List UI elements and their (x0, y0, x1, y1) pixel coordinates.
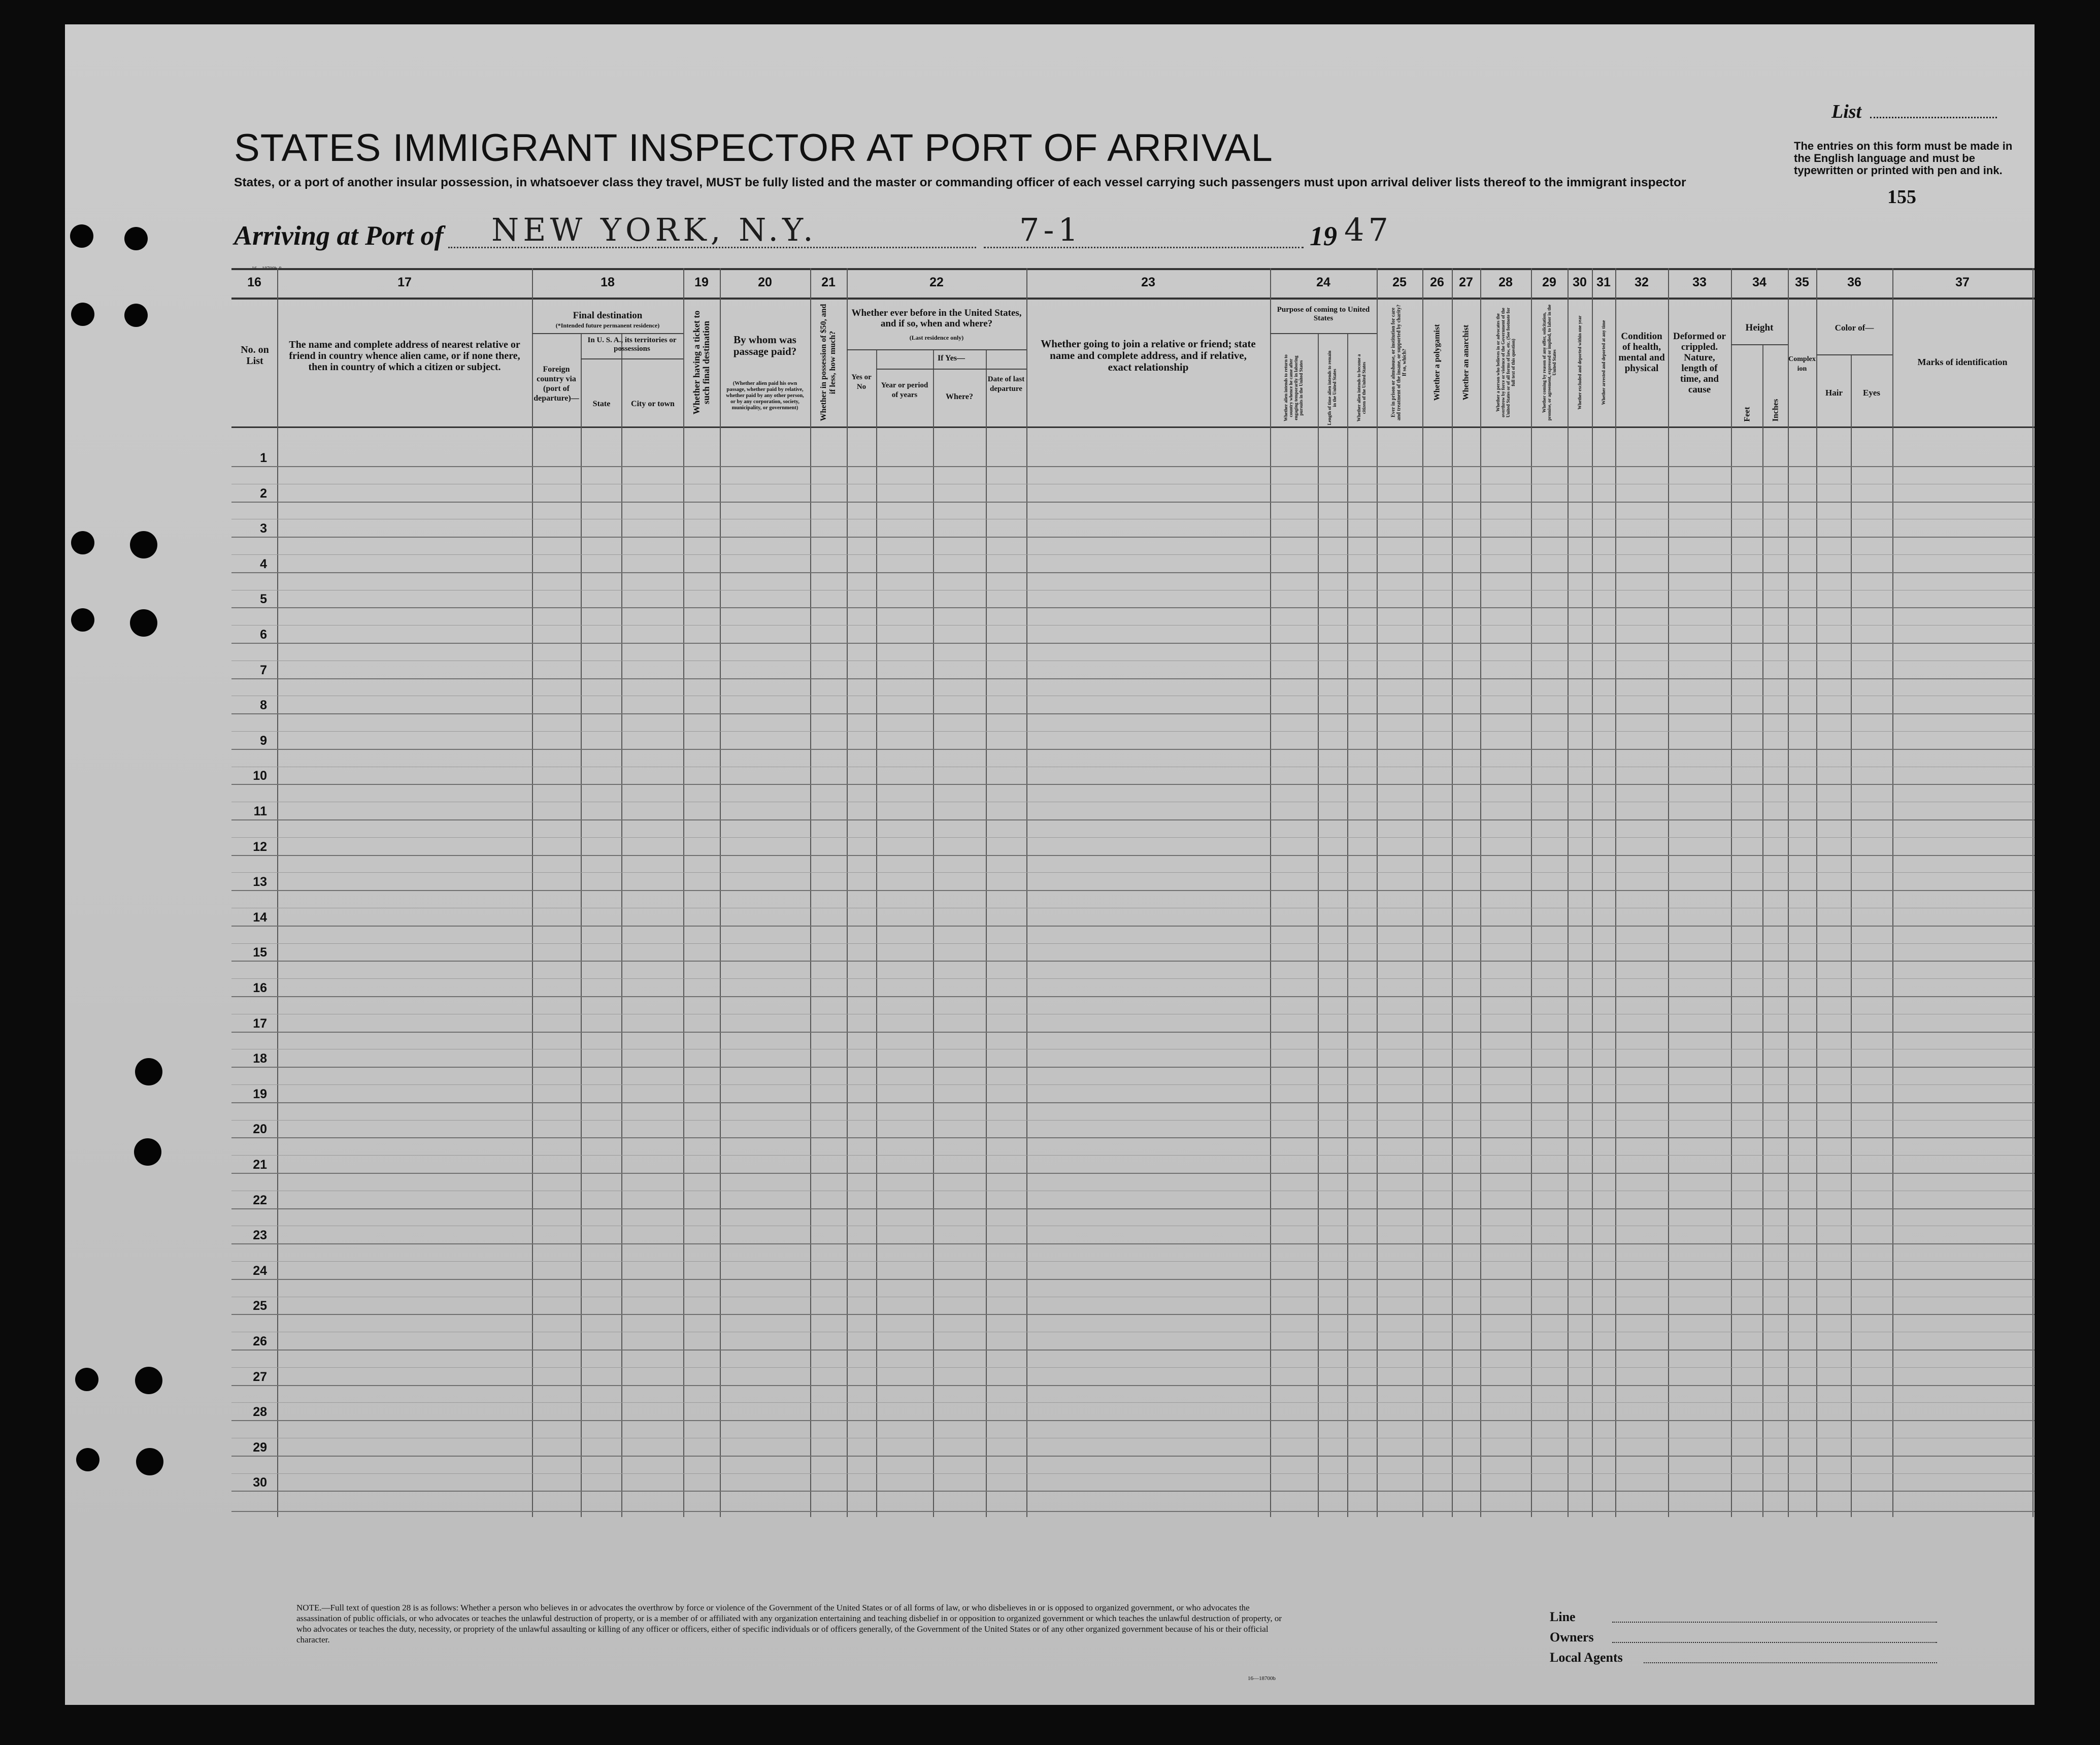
manifest-table (231, 268, 2035, 1517)
col-header-polygamist: Whether a polygamist (1432, 324, 1442, 401)
row-number: 14 (253, 910, 267, 925)
table-row-rule (231, 961, 2035, 962)
row-number: 1 (260, 451, 267, 465)
col-num-29: 29 (1542, 275, 1556, 289)
col-line (876, 349, 877, 1517)
owners-label: Owners (1550, 1630, 1594, 1644)
table-row-rule (231, 1173, 2035, 1174)
col-line (1851, 354, 1852, 1517)
col-header-city: City or town (631, 400, 675, 408)
col-header-eyes: Eyes (1863, 388, 1880, 398)
table-row-rule (231, 1314, 2035, 1315)
col-line (1531, 268, 1532, 1517)
table-row-midrule (231, 1261, 2035, 1262)
table-row-rule (231, 855, 2035, 856)
col-num-23: 23 (1141, 275, 1155, 289)
col-header-inches: Inches (1771, 399, 1780, 422)
col-line (1668, 268, 1669, 1517)
col-header-feet: Feet (1743, 407, 1752, 422)
col-line (1377, 268, 1378, 1517)
row-number: 29 (253, 1440, 267, 1455)
table-row-rule (231, 1420, 2035, 1421)
col-header-no-on-list: No. on List (241, 344, 269, 367)
table-row-rule (231, 713, 2035, 714)
col-header-final-destination-note: (*Intended future permanent residence) (555, 322, 660, 329)
table-row-rule (231, 1032, 2035, 1033)
punch-hole (124, 227, 148, 250)
row-number: 30 (253, 1475, 267, 1490)
table-row-rule (231, 1243, 2035, 1244)
col-header-marks: Marks of identification (1917, 357, 2008, 367)
col-num-21: 21 (821, 275, 836, 289)
col-header-deported: Whether arrested and deported at any time (1601, 320, 1606, 405)
c22-ifyes-rule (876, 369, 1026, 370)
col-num-31: 31 (1596, 275, 1611, 289)
footnote-question-28: NOTE.—Full text of question 28 is as follows: Whether a person who believes in or advocates the overthrow by force or violence of the Government of the United States or of all forms of law, or who disbelieves in or is opposed to organized government, or who advocates the assassination of public officials, or who advocates or teaches the unlawful destruction of property, or is a member of or affiliated with any organization entertaining and teaching disbelief in or opposition to organized government or which teaches the unlawful destruction of property, or who advocates or teaches the duty, necessity, or propriety of the unlawful assaulting or killing of any officer or officers, either of specific individuals or of officers generally, of the Government of the United States or of any other organized government because of his or their official character. (296, 1603, 1282, 1644)
table-row-midrule (231, 1155, 2035, 1156)
table-row-rule (231, 996, 2035, 997)
row-number: 8 (260, 698, 267, 713)
port-line (448, 247, 976, 248)
table-row-midrule (231, 837, 2035, 838)
punch-hole (130, 531, 157, 558)
row-number: 21 (253, 1158, 267, 1172)
col-header-last-residence: (Last residence only) (909, 334, 964, 341)
header-bottom-rule (231, 426, 2035, 428)
table-row-midrule (231, 1084, 2035, 1085)
local-agents-label: Local Agents (1550, 1650, 1623, 1665)
col-num-34: 34 (1752, 275, 1766, 289)
table-row-rule (231, 678, 2035, 679)
punch-hole (135, 1058, 162, 1085)
row-number: 10 (253, 769, 267, 783)
row-number: 5 (260, 592, 267, 607)
col-header-deformed: Deformed or crippled. Nature, length of time, and cause (1673, 331, 1726, 395)
c18-sub-rule (532, 333, 683, 334)
c36-sub-rule (1816, 354, 1892, 355)
col-header-purpose: Purpose of coming to United States (1277, 306, 1370, 322)
table-row-rule (231, 784, 2035, 785)
row-number: 28 (253, 1405, 267, 1420)
table-row-rule (231, 819, 2035, 820)
row-number: 13 (253, 875, 267, 890)
table-row-midrule (231, 978, 2035, 979)
col-num-25: 25 (1392, 275, 1407, 289)
col-header-height: Height (1745, 322, 1774, 333)
col-header-labor-offer: Whether coming by reason of any offer, solicitation, promise, or agreement, expressed or implied, to labor in the United States (1542, 304, 1557, 421)
arriving-label: Arriving at Port of (234, 220, 444, 251)
col-num-18: 18 (601, 275, 615, 289)
col-line (1270, 268, 1271, 1517)
row-number: 3 (260, 521, 267, 536)
table-row-rule (231, 926, 2035, 927)
punch-hole (124, 304, 148, 327)
col-header-overthrow: Whether a person who believes in or advocates the overthrow by force or violence of the Government of the United States or of all forms of law, etc. (See footnote for full text of this question) (1495, 307, 1516, 418)
table-row-rule (231, 1067, 2035, 1068)
col-header-passage-note: (Whether alien paid his own passage, whether paid by relative, whether paid by any other person, or by any corporation, society, municipality, or government) (726, 381, 804, 411)
row-number: 25 (253, 1299, 267, 1313)
row-number: 23 (253, 1228, 267, 1243)
table-row-rule (231, 1349, 2035, 1351)
port-handwritten: NEW YORK, N.Y. (491, 211, 817, 248)
table-top-rule (231, 268, 2035, 270)
table-row-rule (231, 1102, 2035, 1103)
col-line (1026, 268, 1027, 1517)
col-line (1592, 268, 1593, 1517)
number-row-rule (231, 298, 2035, 300)
col-line (1762, 344, 1763, 1517)
col-line (1731, 268, 1732, 1517)
table-row-rule (231, 607, 2035, 608)
col-line (1480, 268, 1481, 1517)
punch-hole (76, 1448, 99, 1471)
col-line (847, 268, 848, 1517)
col-header-length-of-stay: Length of time alien intends to remain in the United States (1327, 350, 1337, 425)
table-row-rule (231, 1491, 2035, 1492)
c22-sub-rule (847, 349, 1026, 350)
row-number: 24 (253, 1263, 267, 1278)
col-line (986, 349, 987, 1517)
col-line (720, 268, 721, 1517)
table-row-rule (231, 466, 2035, 467)
col-header-hair: Hair (1825, 388, 1843, 398)
col-header-passage: By whom was passage paid? (733, 334, 797, 357)
col-line (933, 349, 934, 1517)
col-header-final-destination: Final destination (573, 310, 643, 321)
owners-signature-line (1612, 1642, 1937, 1643)
row-number: 17 (253, 1016, 267, 1031)
col-num-30: 30 (1573, 275, 1587, 289)
form-code: 16—18700b-8 (252, 266, 282, 272)
col-num-32: 32 (1635, 275, 1649, 289)
col-header-money: Whether in possession of $50, and if less, how much? (819, 304, 837, 421)
col-num-16: 16 (247, 275, 261, 289)
col-line (1422, 268, 1423, 1517)
table-row-midrule (231, 554, 2035, 555)
table-row-midrule (231, 1120, 2035, 1121)
table-row-midrule (231, 1367, 2035, 1368)
table-row-rule (231, 1137, 2035, 1138)
row-number: 4 (260, 556, 267, 571)
col-header-foreign-country: Foreign country via (port of departure)— (534, 365, 579, 403)
table-row-rule (231, 1456, 2035, 1457)
punch-hole (71, 531, 94, 554)
row-number: 11 (253, 804, 267, 818)
punch-hole (71, 608, 94, 632)
col-line (1892, 268, 1893, 1517)
row-number: 22 (253, 1193, 267, 1207)
list-number-line (1870, 117, 1997, 118)
punch-hole (136, 1448, 163, 1475)
col-header-excluded: Whether excluded and deported within one year (1577, 315, 1582, 410)
col-header-if-yes: If Yes— (937, 354, 965, 363)
col-header-yes-no: Yes or No (851, 373, 872, 391)
row-number: 20 (253, 1122, 267, 1137)
col-header-anarchist: Whether an anarchist (1461, 324, 1471, 401)
punch-hole (135, 1367, 162, 1394)
table-row-rule (231, 502, 2035, 503)
row-number: 6 (260, 628, 267, 642)
col-header-prison: Ever in prison or almshouse, or institution for care and treatment of the insane, or supported by charity? If so, which? (1390, 304, 1408, 421)
col-num-33: 33 (1692, 275, 1707, 289)
table-row-midrule (231, 1402, 2035, 1403)
col-header-complexion: Complexion (1788, 355, 1816, 373)
col-header-usa: In U. S. A., its territories or possessions (587, 336, 677, 353)
row-number: 27 (253, 1369, 267, 1384)
year-prefix: 19 (1310, 221, 1337, 251)
row-number: 19 (253, 1086, 267, 1101)
manifest-sheet (65, 24, 2035, 1705)
col-num-37: 37 (1955, 275, 1970, 289)
year-handwritten: 47 (1344, 211, 1392, 248)
form-title: STATES IMMIGRANT INSPECTOR AT PORT OF ARRIVAL (234, 126, 1273, 170)
page-number: 155 (1887, 186, 1916, 208)
row-number: 12 (253, 839, 267, 854)
row-number: 9 (260, 733, 267, 748)
punch-hole (75, 1368, 98, 1391)
table-row-rule (231, 1208, 2035, 1209)
table-row-rule (231, 749, 2035, 750)
col-header-ticket: Whether having a ticket to such final destination (691, 310, 711, 415)
row-number: 2 (260, 486, 267, 501)
line-label: Line (1550, 1609, 1576, 1624)
col-num-26: 26 (1430, 275, 1444, 289)
col-header-health: Condition of health, mental and physical (1618, 331, 1665, 374)
col-header-where: Where? (946, 392, 973, 401)
line-signature-line (1612, 1622, 1937, 1623)
col-line (1615, 268, 1616, 1517)
row-number: 7 (260, 663, 267, 677)
col-line (810, 268, 811, 1517)
row-number: 15 (253, 945, 267, 960)
table-row-rule (231, 537, 2035, 538)
c24-sub-rule (1270, 333, 1377, 334)
col-line (532, 268, 533, 1517)
language-note: The entries on this form must be made in the English language and must be typewritten or printed with pen and ink. (1794, 140, 2013, 177)
col-line (683, 268, 684, 1517)
col-header-purpose-return: Whether alien intends to return to country whence he came after engaging temporarily in laboring pursuits in the United States (1283, 354, 1304, 421)
col-line (277, 268, 278, 1517)
col-line (1788, 268, 1789, 1517)
col-header-relative: The name and complete address of nearest relative or friend in country whence alien came, or if none there, then in country of which a citizen or subject. (289, 339, 520, 373)
c34-sub-rule (1731, 344, 1788, 345)
agents-signature-line (1644, 1662, 1937, 1663)
col-header-citizen-intent: Whether alien intends to become a citizen of the United States (1356, 354, 1366, 422)
col-num-20: 20 (758, 275, 772, 289)
col-num-17: 17 (397, 275, 412, 289)
col-header-color-of: Color of— (1835, 323, 1874, 333)
table-row-rule (231, 1279, 2035, 1280)
table-row-midrule (231, 731, 2035, 732)
col-num-24: 24 (1316, 275, 1330, 289)
table-row-rule (231, 890, 2035, 891)
footer-form-code: 16—18700b (1248, 1675, 1276, 1682)
col-line (2032, 268, 2034, 1517)
table-row-midrule (231, 943, 2035, 944)
table-row-midrule (231, 872, 2035, 873)
date-handwritten: 7-1 (1019, 211, 1082, 248)
col-line (1568, 268, 1569, 1517)
punch-hole (70, 224, 93, 248)
table-row-rule (231, 572, 2035, 573)
c18-usa-rule (581, 358, 683, 359)
punch-hole (134, 1138, 161, 1166)
col-num-19: 19 (694, 275, 709, 289)
col-header-year: Year or period of years (881, 381, 928, 399)
table-row-rule (231, 1385, 2035, 1386)
row-number: 26 (253, 1334, 267, 1348)
col-num-27: 27 (1459, 275, 1473, 289)
col-num-35: 35 (1795, 275, 1809, 289)
punch-hole (130, 609, 157, 637)
table-row-midrule (231, 1473, 2035, 1474)
col-num-28: 28 (1498, 275, 1513, 289)
table-end-rule (231, 1511, 2035, 1512)
col-num-36: 36 (1847, 275, 1861, 289)
col-header-join-relative: Whether going to join a relative or friend; state name and complete address, and if relative, exact relationship (1041, 338, 1256, 373)
row-number: 18 (253, 1051, 267, 1066)
col-line (1452, 268, 1453, 1517)
list-label: List (1831, 101, 1862, 122)
row-number: 16 (253, 981, 267, 995)
col-header-state: State (592, 400, 611, 408)
table-row-rule (231, 643, 2035, 644)
date-line (984, 247, 1304, 248)
form-subtitle: States, or a port of another insular possession, in whatsoever class they travel, MUST be fully listed and the master or commanding officer of each vessel carrying such passengers must upon arrival deliver lists thereof to the immigrant inspector (234, 176, 1686, 189)
punch-hole (71, 303, 94, 326)
col-num-22: 22 (929, 275, 944, 289)
col-header-before-in-us: Whether ever before in the United States, and if so, when and where? (851, 308, 1022, 329)
col-header-last-departure: Date of last departure (987, 375, 1025, 393)
col-line (1816, 268, 1817, 1517)
